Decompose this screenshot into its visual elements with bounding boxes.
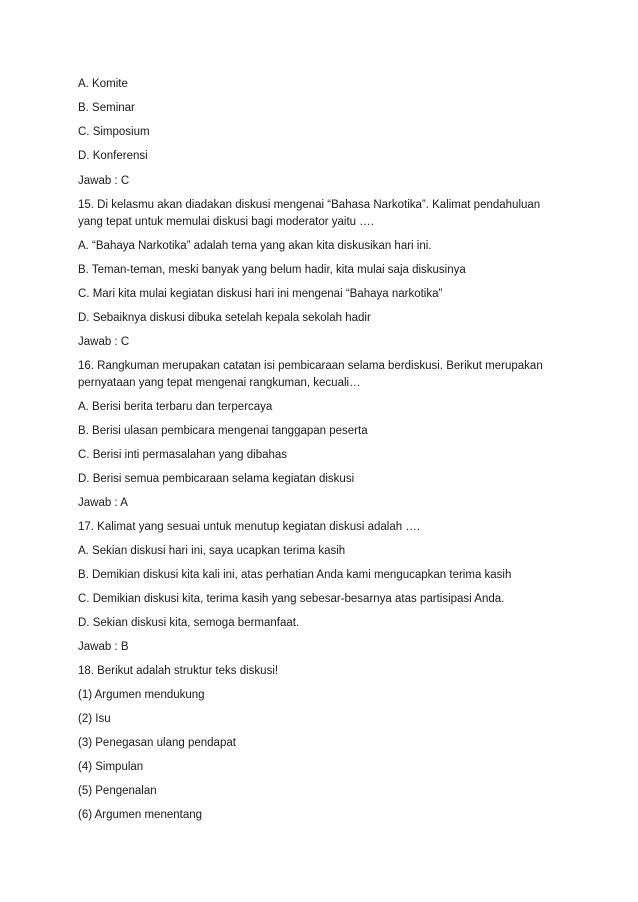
question-16: 16. Rangkuman merupakan catatan isi pembicaraan selama berdiskusi. Berikut merupakan pernyataan yang tepat mengenai rangkuman, kecuali… xyxy=(78,360,546,389)
question-16-option-b: B. Berisi ulasan pembicara mengenai tanggapan peserta xyxy=(78,425,368,437)
question-17-option-c: C. Demikian diskusi kita, terima kasih yang sebesar-besarnya atas partisipasi Anda. xyxy=(78,593,505,605)
question-15-option-b: B. Teman-teman, meski banyak yang belum hadir, kita mulai saja diskusinya xyxy=(78,264,466,276)
answer-16: Jawab : A xyxy=(78,497,128,509)
answer-14: Jawab : C xyxy=(78,175,130,187)
option-a-komite: A. Komite xyxy=(78,78,128,90)
question-15: 15. Di kelasmu akan diadakan diskusi mengenai “Bahasa Narkotika”. Kalimat pendahuluan yang tepat untuk memulai diskusi bagi moderator yaitu …. xyxy=(78,199,544,228)
option-b-seminar: B. Seminar xyxy=(78,102,135,114)
structure-item-5: (5) Pengenalan xyxy=(78,785,157,797)
option-d-konferensi: D. Konferensi xyxy=(78,150,148,162)
answer-15: Jawab : C xyxy=(78,336,130,348)
option-c-simposium: C. Simposium xyxy=(78,126,150,138)
question-16-option-c: C. Berisi inti permasalahan yang dibahas xyxy=(78,449,288,461)
structure-item-3: (3) Penegasan ulang pendapat xyxy=(78,737,236,749)
question-17-option-b: B. Demikian diskusi kita kali ini, atas perhatian Anda kami mengucapkan terima kasih xyxy=(78,569,512,581)
question-15-option-a: A. “Bahaya Narkotika” adalah tema yang akan kita diskusikan hari ini. xyxy=(78,240,432,252)
question-15-option-c: C. Mari kita mulai kegiatan diskusi hari ini mengenai “Bahaya narkotika” xyxy=(78,288,443,300)
question-17: 17. Kalimat yang sesuai untuk menutup kegiatan diskusi adalah …. xyxy=(78,521,421,533)
question-17-option-d: D. Sekian diskusi kita, semoga bermanfaat. xyxy=(78,617,300,629)
structure-item-6: (6) Argumen menentang xyxy=(78,809,203,821)
question-17-option-a: A. Sekian diskusi hari ini, saya ucapkan terima kasih xyxy=(78,545,346,557)
structure-item-4: (4) Simpulan xyxy=(78,761,144,773)
question-18: 18. Berikut adalah struktur teks diskusi! xyxy=(78,665,279,677)
question-16-option-d: D. Berisi semua pembicaraan selama kegiatan diskusi xyxy=(78,473,355,485)
question-16-option-a: A. Berisi berita terbaru dan terpercaya xyxy=(78,401,273,413)
question-15-option-d: D. Sebaiknya diskusi dibuka setelah kepala sekolah hadir xyxy=(78,312,371,324)
structure-item-2: (2) Isu xyxy=(78,713,111,725)
structure-item-1: (1) Argumen mendukung xyxy=(78,689,205,701)
answer-17: Jawab : B xyxy=(78,641,129,653)
